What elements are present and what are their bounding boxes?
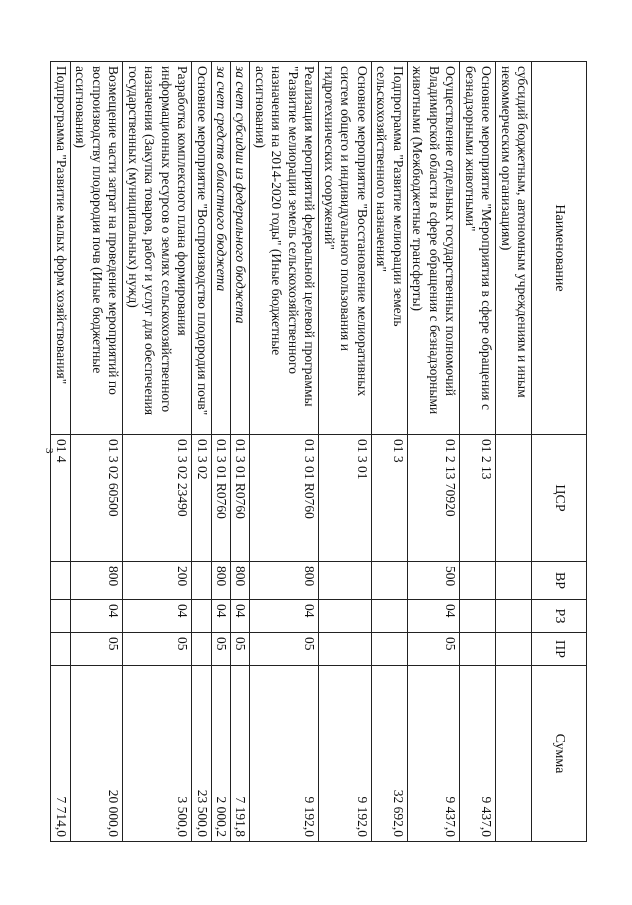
cell-pr: 05 [231, 633, 250, 666]
cell-csr: 01 3 02 23490 [123, 435, 192, 562]
cell-vr: 800 [70, 562, 122, 600]
cell-pr [371, 633, 407, 666]
cell-vr [371, 562, 407, 600]
cell-name: Подпрограмма "Развитие малых форм хозяйствования" [51, 62, 70, 435]
rotated-page [53, 61, 587, 841]
cell-name: Возмещение части затрат на проведение мероприятий по воспроизводству плодородия почв (Иные бюджетные ассигнования) [70, 62, 122, 435]
cell-vr [319, 562, 371, 600]
header-sum: Сумма [532, 666, 587, 842]
cell-vr [496, 562, 532, 600]
cell-name: за счет субсидии из федерального бюджета [231, 62, 250, 435]
header-name: Наименование [532, 62, 587, 435]
cell-rz: 04 [231, 600, 250, 633]
table-row [51, 62, 70, 842]
cell-sum: 7 714,0 [51, 666, 70, 842]
cell-vr: 800 [211, 562, 230, 600]
cell-pr [319, 633, 371, 666]
cell-rz: 04 [250, 600, 319, 633]
page-number: 3 [43, 448, 55, 454]
cell-vr: 500 [407, 562, 459, 600]
cell-name: Осуществление отдельных государственных полномочий Владимирской области в сфере обращения с безнадзорными животными (Межбюджетные трансферты) [407, 62, 459, 435]
cell-rz: 04 [211, 600, 230, 633]
cell-csr: 01 3 [371, 435, 407, 562]
cell-name: за счет средств областного бюджета [211, 62, 230, 435]
cell-csr [496, 435, 532, 562]
cell-rz [371, 600, 407, 633]
cell-sum: 9 192,0 [250, 666, 319, 842]
cell-rz [51, 600, 70, 633]
table-row [319, 62, 371, 842]
header-pr: ПР [532, 633, 587, 666]
cell-csr: 01 3 01 R0760 [211, 435, 230, 562]
table-row [231, 62, 250, 842]
table-row [192, 62, 211, 842]
cell-vr [192, 562, 211, 600]
cell-pr: 05 [70, 633, 122, 666]
cell-sum: 20 000,0 [70, 666, 122, 842]
cell-sum: 2 000,2 [211, 666, 230, 842]
table-row [407, 62, 459, 842]
cell-name: Основное мероприятие "Воспроизводство плодородия почв" [192, 62, 211, 435]
cell-pr: 05 [407, 633, 459, 666]
cell-pr: 05 [250, 633, 319, 666]
cell-csr: 01 4 [51, 435, 70, 562]
cell-pr [192, 633, 211, 666]
header-csr: ЦСР [532, 435, 587, 562]
cell-sum: 3 500,0 [123, 666, 192, 842]
cell-rz: 04 [407, 600, 459, 633]
cell-rz [319, 600, 371, 633]
cell-sum: 7 191,8 [231, 666, 250, 842]
cell-csr: 01 3 01 [319, 435, 371, 562]
cell-rz: 04 [123, 600, 192, 633]
cell-name: Основное мероприятие "Мероприятия в сфере обращения с безнадзорными животными" [460, 62, 496, 435]
cell-sum: 32 692,0 [371, 666, 407, 842]
cell-pr [496, 633, 532, 666]
cell-csr: 01 2 13 70920 [407, 435, 459, 562]
cell-rz [496, 600, 532, 633]
table-header-row [532, 62, 587, 842]
cell-pr [460, 633, 496, 666]
header-rz: РЗ [532, 600, 587, 633]
table-row [123, 62, 192, 842]
cell-vr: 800 [250, 562, 319, 600]
cell-csr: 01 3 02 60500 [70, 435, 122, 562]
cell-sum: 9 192,0 [319, 666, 371, 842]
cell-rz [460, 600, 496, 633]
cell-sum: 9 437,0 [407, 666, 459, 842]
table-row [250, 62, 319, 842]
cell-name: Подпрограмма "Развитие мелиорации земель сельскохозяйственного назначения" [371, 62, 407, 435]
cell-rz: 04 [70, 600, 122, 633]
header-vr: ВР [532, 562, 587, 600]
cell-csr: 01 3 02 [192, 435, 211, 562]
table-row [70, 62, 122, 842]
budget-table [50, 61, 587, 842]
table-row [496, 62, 532, 842]
table-row [460, 62, 496, 842]
document-body [53, 61, 587, 841]
cell-pr: 05 [211, 633, 230, 666]
cell-name: Основное мероприятие "Восстановление мелиоративных систем общего и индивидуального пользования и гидротехнических сооружений" [319, 62, 371, 435]
table-row [371, 62, 407, 842]
cell-csr: 01 3 01 R0760 [250, 435, 319, 562]
cell-vr: 200 [123, 562, 192, 600]
cell-csr: 01 2 13 [460, 435, 496, 562]
cell-rz [192, 600, 211, 633]
cell-sum: 23 500,0 [192, 666, 211, 842]
cell-name: Реализация мероприятий федеральной целевой программы "Развитие мелиорации земель сельскохозяйственного назначения на 2014-2020 годы" (Иные бюджетные ассигнования) [250, 62, 319, 435]
cell-pr [51, 633, 70, 666]
cell-name: субсидий бюджетным, автономным учреждениям и иным некоммерческим организациям) [496, 62, 532, 435]
cell-vr: 800 [231, 562, 250, 600]
cell-csr: 01 3 01 R0760 [231, 435, 250, 562]
cell-name: Разработка комплексного плана формирования информационных ресурсов о землях сельскохозяйственного назначения (Закупка товаров, работ и услуг для обеспечения государственных (муниципальных) нужд) [123, 62, 192, 435]
cell-vr [51, 562, 70, 600]
cell-sum: 9 437,0 [460, 666, 496, 842]
cell-vr [460, 562, 496, 600]
cell-pr: 05 [123, 633, 192, 666]
cell-sum [496, 666, 532, 842]
table-row [211, 62, 230, 842]
